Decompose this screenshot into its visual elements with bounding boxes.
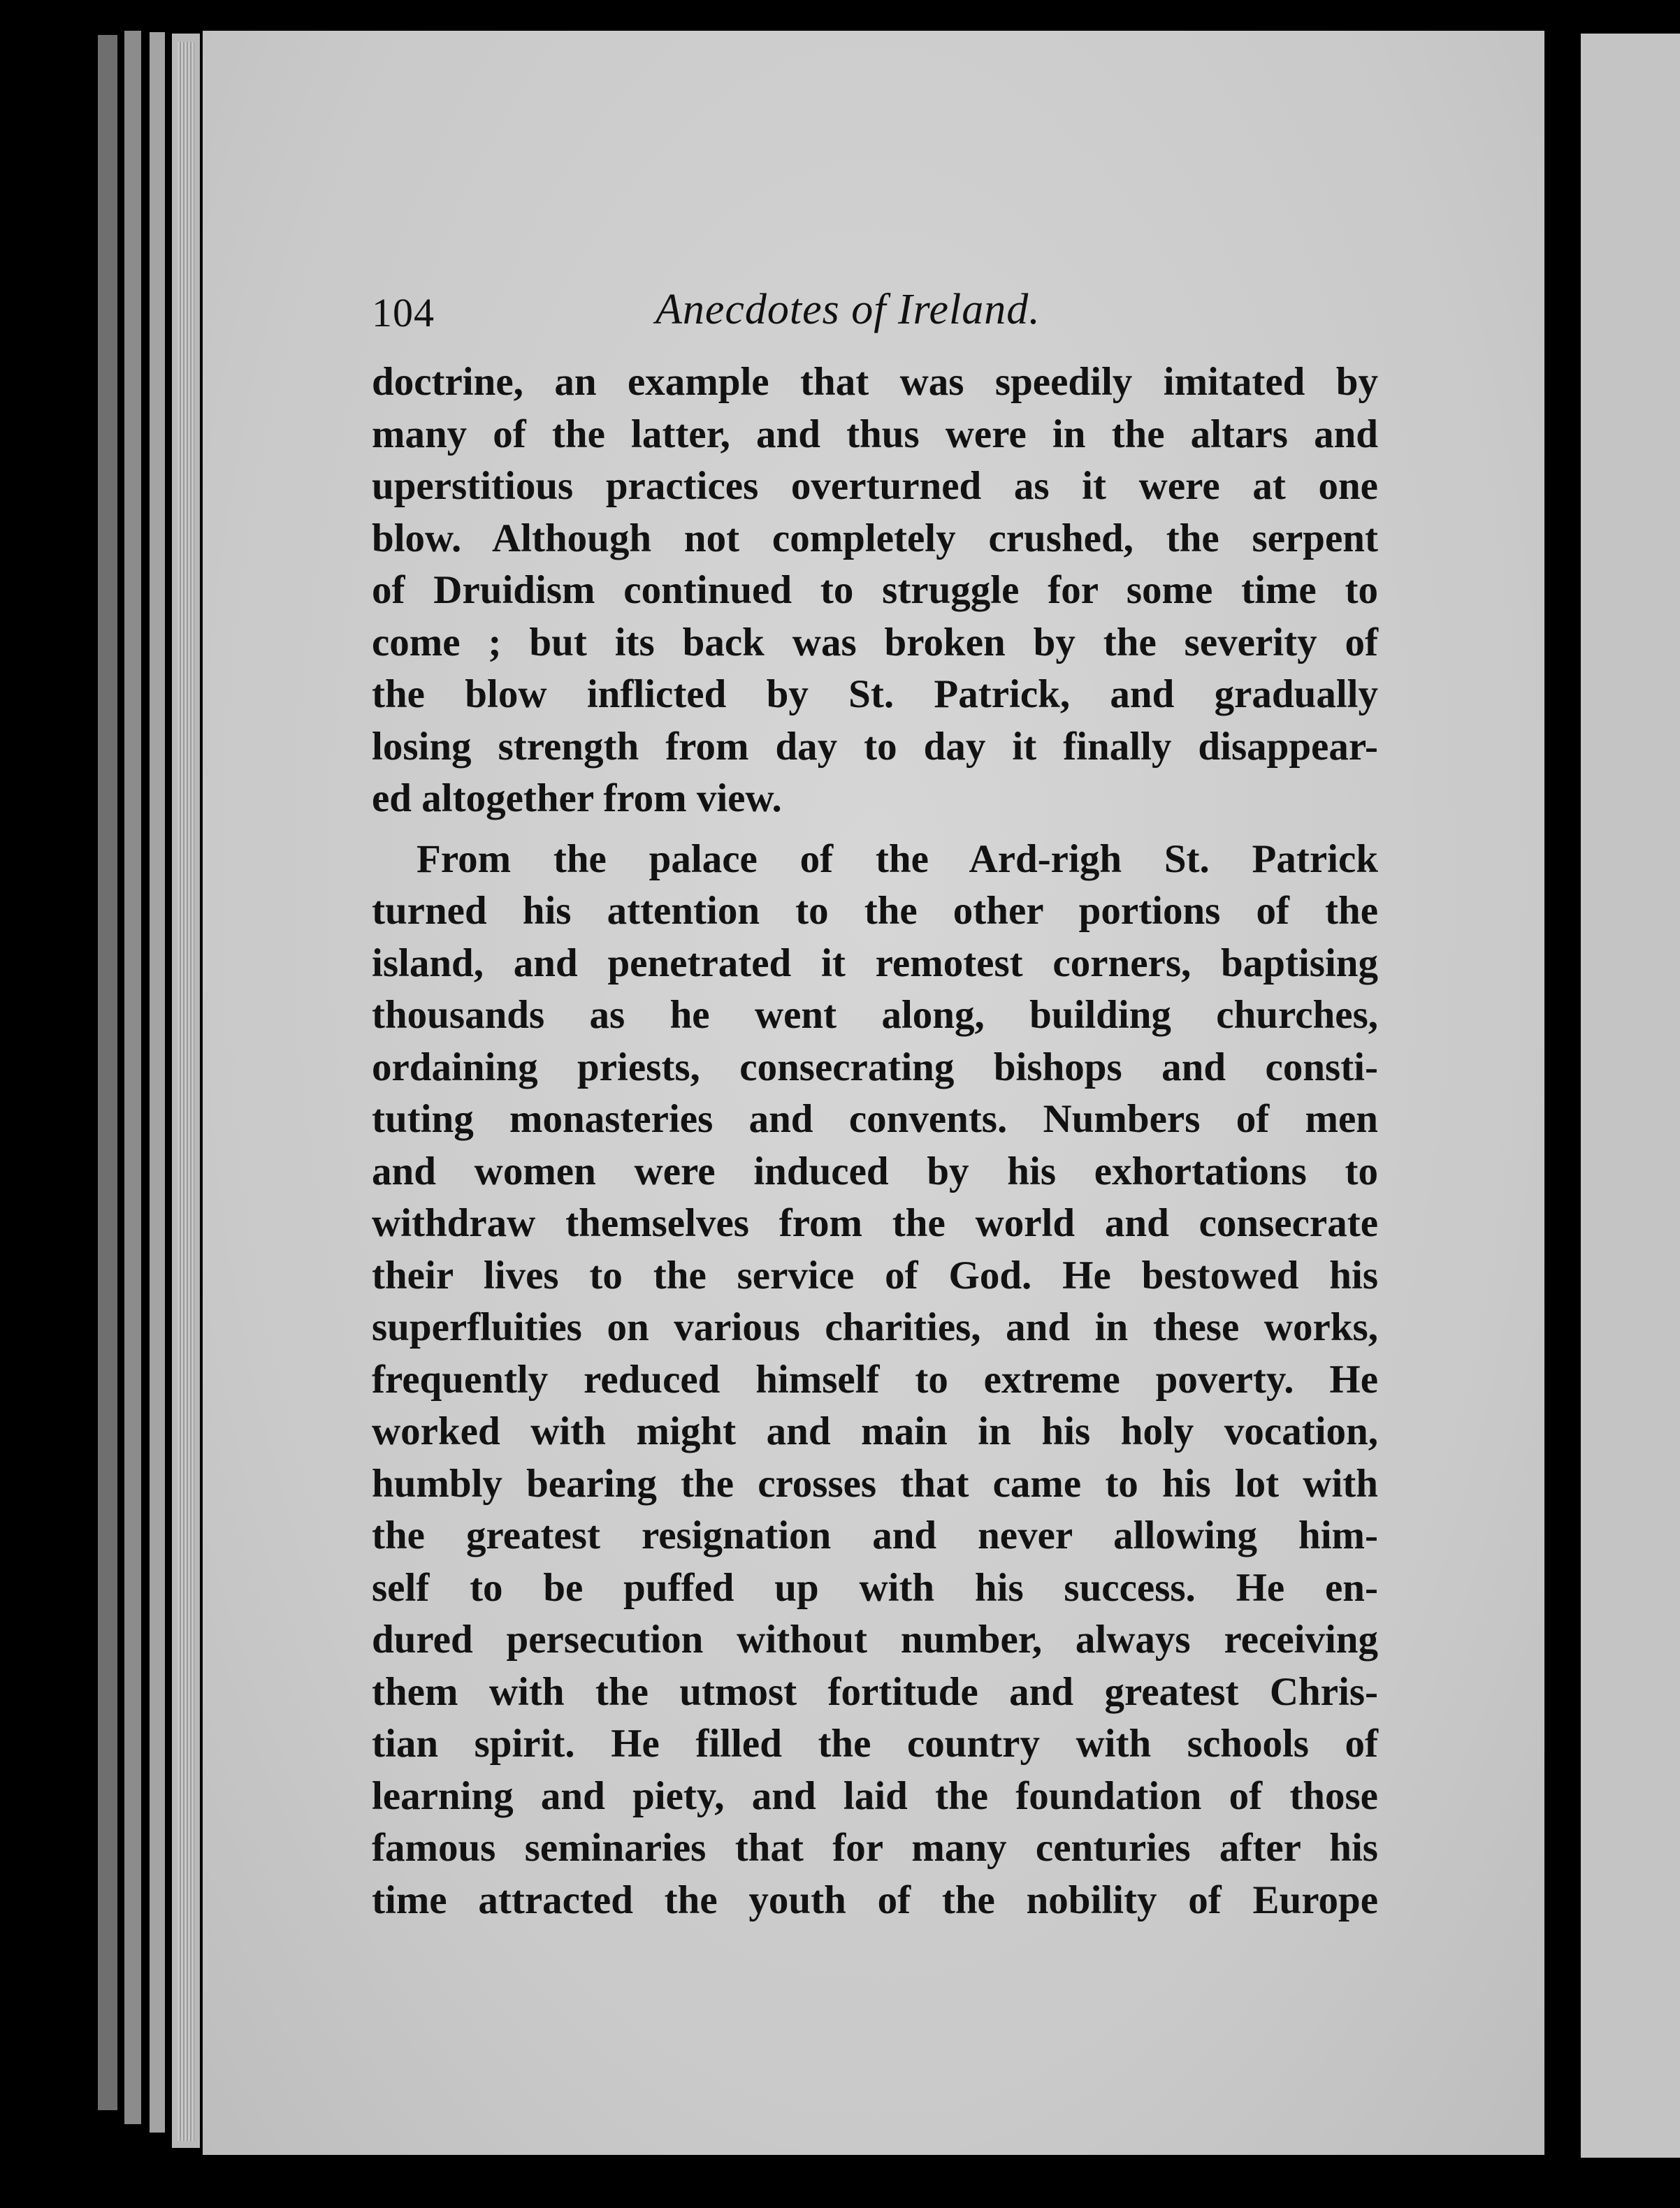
text-line: the greatest resignation and never allowing him- xyxy=(372,1513,1378,1557)
text-line: famous seminaries that for many centuries after his xyxy=(372,1826,1378,1870)
text-line: many of the latter, and thus were in the altars and xyxy=(372,412,1378,456)
text-line: worked with might and main in his holy vocation, xyxy=(372,1409,1378,1453)
running-title: Anecdotes of Ireland. xyxy=(656,286,1041,333)
text-line: time attracted the youth of the nobility of Europe xyxy=(372,1877,1378,1922)
page-edge xyxy=(98,35,117,2110)
text-line: uperstitious practices overturned as it were at one xyxy=(372,464,1378,508)
page-header xyxy=(372,285,1406,348)
paragraph xyxy=(372,356,1378,825)
facing-page-edge xyxy=(1581,34,1680,2158)
text-line: self to be puffed up with his success. He en- xyxy=(372,1565,1378,1610)
text-line: blow. Although not completely crushed, the serpent xyxy=(372,516,1378,560)
text-line: From the palace of the Ard-righ St. Patrick xyxy=(417,836,1378,881)
text-line: superfluities on various charities, and in these works, xyxy=(372,1305,1378,1349)
page-number: 104 xyxy=(372,290,435,335)
text-line: learning and piety, and laid the foundation of those xyxy=(372,1773,1378,1818)
text-line: come ; but its back was broken by the severity of xyxy=(372,620,1378,664)
text-line: frequently reduced himself to extreme poverty. He xyxy=(372,1357,1378,1402)
text-line: humbly bearing the crosses that came to his lot with xyxy=(372,1461,1378,1506)
text-line: the blow inflicted by St. Patrick, and gradually xyxy=(372,672,1378,716)
page-edge xyxy=(124,31,141,2124)
text-line: their lives to the service of God. He bestowed his xyxy=(372,1253,1378,1298)
text-line: doctrine, an example that was speedily imitated by xyxy=(372,360,1378,404)
text-line: tian spirit. He filled the country with schools of xyxy=(372,1722,1378,1766)
text-line: ordaining priests, consecrating bishops and consti- xyxy=(372,1045,1378,1089)
text-line: withdraw themselves from the world and consecrate xyxy=(372,1201,1378,1245)
text-line: ed altogether from view. xyxy=(372,776,782,820)
text-line: island, and penetrated it remotest corners, baptising xyxy=(372,940,1378,985)
page-edge xyxy=(150,32,165,2133)
text-line: them with the utmost fortitude and greatest Chris- xyxy=(372,1669,1378,1714)
text-line: turned his attention to the other portions of the xyxy=(372,889,1378,933)
page-edge xyxy=(178,42,194,2141)
body-text xyxy=(372,356,1378,1926)
paragraph xyxy=(372,834,1378,1927)
text-line: tuting monasteries and convents. Numbers of men xyxy=(372,1097,1378,1141)
text-line: losing strength from day to day it finally disappear- xyxy=(372,724,1378,769)
text-line: and women were induced by his exhortations to xyxy=(372,1149,1378,1193)
text-line: dured persecution without number, always receiving xyxy=(372,1618,1378,1662)
text-line: thousands as he went along, building churches, xyxy=(372,993,1378,1037)
text-line: of Druidism continued to struggle for some time to xyxy=(372,568,1378,612)
